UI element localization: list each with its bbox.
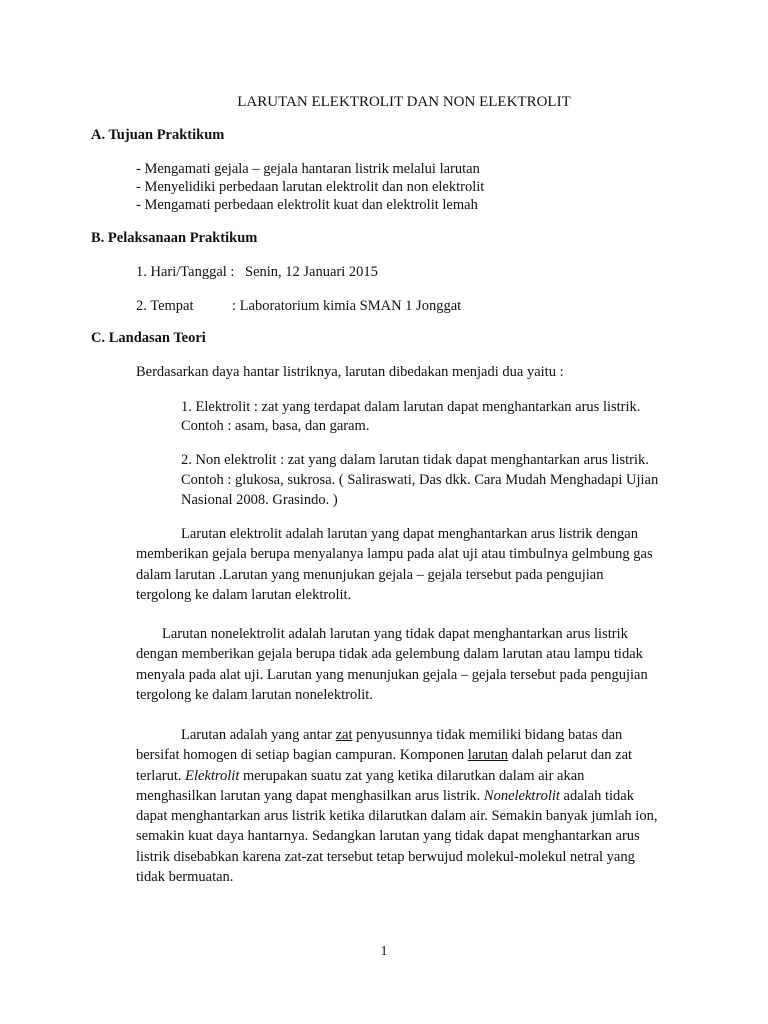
- paragraph-line: memberikan gejala berupa menyalanya lampu pada alat uji atau timbulnya gelmbung gas: [136, 546, 653, 563]
- section-c-heading: C. Landasan Teori: [91, 330, 206, 346]
- paragraph-line: dalam larutan .Larutan yang menunjukan gejala – gejala tersebut pada pengujian: [136, 566, 604, 583]
- place-label: 2. Tempat: [136, 298, 194, 314]
- document-title: LARUTAN ELEKTROLIT DAN NON ELEKTROLIT: [237, 94, 571, 110]
- text-run: bersifat homogen di setiap bagian campuran. Komponen: [136, 747, 468, 764]
- paragraph-line: dengan memberikan gejala berupa tidak ada gelembung dalam larutan atau lampu tidak: [136, 646, 643, 663]
- paragraph-line: semakin kuat daya hantarnya. Sedangkan larutan yang tidak dapat menghantarkan arus: [136, 828, 640, 845]
- emphasis-nonelektrolit: Nonelektrolit: [483, 787, 560, 804]
- electrolyte-example: Contoh : asam, basa, dan garam.: [181, 418, 370, 434]
- paragraph-solution: [136, 725, 696, 887]
- paragraph-line: tergolong ke dalam larutan elektrolit.: [136, 586, 352, 603]
- paragraph-line: Larutan nonelektrolit adalah larutan yang tidak dapat menghantarkan arus listrik: [162, 626, 628, 642]
- electrolyte-definition: 1. Elektrolit : zat yang terdapat dalam larutan dapat menghantarkan arus listrik.: [181, 399, 641, 415]
- section-b-heading: B. Pelaksanaan Praktikum: [91, 230, 258, 246]
- objective-item: - Mengamati perbedaan elektrolit kuat dan elektrolit lemah: [136, 197, 478, 213]
- text-run: merupakan suatu zat yang ketika dilarutkan dalam air akan: [239, 767, 585, 784]
- paragraph-line: [136, 725, 696, 745]
- paragraph-line: [136, 745, 696, 765]
- text-run: menghasilkan larutan yang dapat menghasilkan arus listrik.: [136, 787, 484, 804]
- section-a-heading: A. Tujuan Praktikum: [91, 127, 225, 143]
- non-electrolyte-definition: 2. Non elektrolit : zat yang dalam larutan tidak dapat menghantarkan arus listrik.: [181, 452, 649, 468]
- paragraph-line: [136, 766, 696, 786]
- paragraph-line: Larutan elektrolit adalah larutan yang dapat menghantarkan arus listrik dengan: [181, 526, 638, 542]
- paragraph-line: tergolong ke dalam larutan nonelektrolit.: [136, 686, 373, 703]
- text-run: penyusunnya tidak memiliki bidang batas dan: [352, 727, 623, 743]
- date-label: 1. Hari/Tanggal :: [136, 264, 235, 280]
- text-run: terlarut.: [136, 767, 186, 784]
- text-run: adalah tidak: [559, 787, 634, 804]
- text-run: Larutan adalah yang antar: [181, 727, 336, 743]
- date-value: Senin, 12 Januari 2015: [245, 264, 378, 280]
- zat-link[interactable]: zat: [335, 727, 353, 743]
- paragraph-electrolyte: [136, 524, 696, 605]
- paragraph-line: dapat menghantarkan arus listrik ketika dilarutkan dalam air. Semakin banyak jumlah ion,: [136, 808, 658, 825]
- emphasis-elektrolit: Elektrolit: [185, 767, 240, 784]
- text-run: dalah pelarut dan zat: [508, 747, 633, 764]
- page-number: 1: [380, 944, 388, 959]
- objective-item: - Menyelidiki perbedaan larutan elektrolit dan non elektrolit: [136, 179, 485, 195]
- paragraph-nonelectrolyte: [136, 624, 696, 705]
- non-electrolyte-example: Contoh : glukosa, sukrosa. ( Saliraswati, Das dkk. Cara Mudah Menghadapi Ujian: [181, 472, 659, 488]
- paragraph-line: menyala pada alat uji. Larutan yang menunjukan gejala – gejala tersebut pada pengujian: [136, 666, 648, 683]
- paragraph-line: listrik disebabkan karena zat-zat tersebut tetap berwujud molekul-molekul netral yang: [136, 848, 635, 865]
- paragraph-line: tidak bermuatan.: [136, 869, 234, 886]
- place-value: : Laboratorium kimia SMAN 1 Jonggat: [232, 298, 462, 314]
- non-electrolyte-citation: Nasional 2008. Grasindo. ): [181, 492, 338, 508]
- theory-intro: Berdasarkan daya hantar listriknya, larutan dibedakan menjadi dua yaitu :: [136, 364, 564, 380]
- objective-item: - Mengamati gejala – gejala hantaran listrik melalui larutan: [136, 161, 480, 177]
- paragraph-line: [136, 786, 696, 806]
- larutan-link[interactable]: larutan: [467, 747, 509, 764]
